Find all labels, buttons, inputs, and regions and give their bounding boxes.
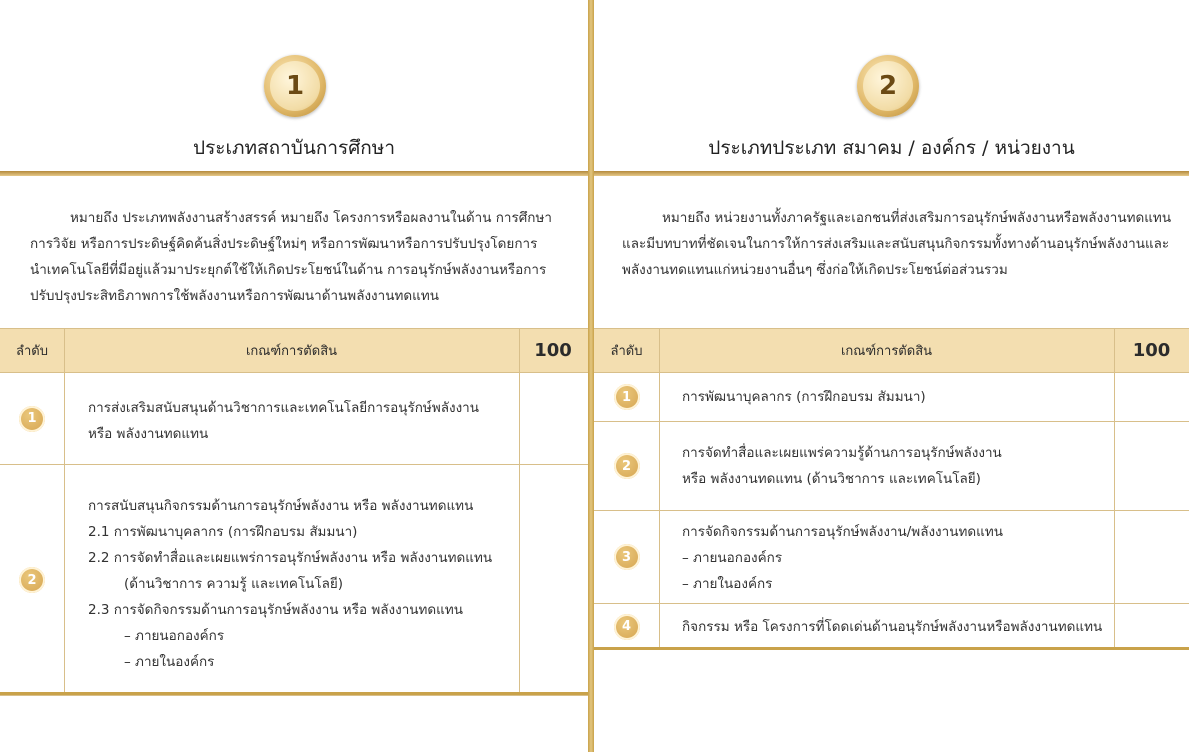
row-line: การจัดกิจกรรมด้านการอนุรักษ์พลังงาน/พลังงานทดแทน — [682, 524, 1003, 540]
number-medal — [264, 55, 326, 117]
header-order: ลำดับ — [16, 344, 48, 359]
header-criteria: เกณฑ์การตัดสิน — [245, 344, 338, 359]
row-line: กิจกรรม หรือ โครงการที่โดดเด่นด้านอนุรักษ์พลังงานหรือพลังงานทดแทน — [682, 619, 1103, 635]
medal-number: 1 — [270, 61, 320, 111]
row-line: หรือ พลังงานทดแทน — [88, 426, 209, 442]
row-text — [682, 440, 1002, 492]
row-text — [682, 384, 926, 410]
section-title: ประเภทประเภท สมาคม / องค์กร / หน่วยงาน — [708, 137, 1075, 159]
title-rule — [0, 171, 588, 176]
row-number-badge: 1 — [614, 384, 640, 410]
header-score: 100 — [534, 340, 572, 361]
header-order: ลำดับ — [610, 344, 643, 359]
row-number-badge: 2 — [19, 567, 45, 593]
table-header — [0, 328, 588, 373]
desc-line: นำเทคโนโลยีที่มีอยู่แล้วมาประยุกต์ใช้ให้เกิดประโยชน์ในด้าน การอนุรักษ์พลังงานหรือการ — [30, 262, 547, 278]
row-line: – ภายในองค์กร — [124, 654, 215, 670]
description — [30, 205, 558, 309]
panel-association-organization — [594, 0, 1189, 752]
row-text — [682, 519, 1003, 597]
row-number-badge: 4 — [614, 614, 640, 640]
table-row — [594, 604, 1189, 649]
section-title: ประเภทสถาบันการศึกษา — [193, 137, 395, 159]
row-line: – ภายในองค์กร — [682, 576, 773, 592]
table-bottom-rule — [594, 647, 1189, 650]
panel-educational-institution — [0, 0, 588, 752]
row-line: การพัฒนาบุคลากร (การฝึกอบรม สัมมนา) — [682, 389, 926, 405]
row-number-badge: 2 — [614, 453, 640, 479]
desc-line: หมายถึง ประเภทพลังงานสร้างสรรค์ หมายถึง โครงการหรือผลงานในด้าน การศึกษา — [70, 210, 552, 226]
header-score: 100 — [1132, 340, 1171, 361]
row-line: 2.3 การจัดกิจกรรมด้านการอนุรักษ์พลังงาน หรือ พลังงานทดแทน — [88, 602, 464, 618]
row-line: 2.2 การจัดทำสื่อและเผยแพร่การอนุรักษ์พลังงาน หรือ พลังงานทดแทน — [88, 550, 493, 566]
table-row — [0, 465, 588, 696]
row-line: (ด้านวิชาการ ความรู้ และเทคโนโลยี) — [124, 576, 344, 592]
criteria-table — [594, 328, 1189, 649]
row-number-badge: 1 — [19, 406, 45, 432]
title-rule — [594, 171, 1189, 176]
row-text — [88, 493, 492, 675]
description — [622, 205, 1177, 283]
table-row — [0, 373, 588, 465]
row-line: หรือ พลังงานทดแทน (ด้านวิชาการ และเทคโนโลยี) — [682, 471, 981, 487]
row-text — [682, 614, 1102, 640]
row-line: 2.1 การพัฒนาบุคลากร (การฝึกอบรม สัมมนา) — [88, 524, 358, 540]
desc-line: พลังงานทดแทนแก่หน่วยงานอื่นๆ ซึ่งก่อให้เกิดประโยชน์ต่อส่วนรวม — [622, 262, 1008, 278]
table-row — [594, 422, 1189, 511]
row-line: การส่งเสริมสนับสนุนด้านวิชาการและเทคโนโลยีการอนุรักษ์พลังงาน — [88, 400, 479, 416]
row-line: – ภายนอกองค์กร — [124, 628, 225, 644]
table-row — [594, 511, 1189, 604]
number-medal — [857, 55, 919, 117]
criteria-table — [0, 328, 588, 696]
desc-line: และมีบทบาทที่ชัดเจนในการให้การส่งเสริมและสนับสนุนกิจกรรมทั้งทางด้านอนุรักษ์พลังงานและ — [622, 236, 1170, 252]
medal-number: 2 — [863, 61, 913, 111]
desc-line: ปรับปรุงประสิทธิภาพการใช้พลังงานหรือการพัฒนาด้านพลังงานทดแทน — [30, 288, 439, 304]
row-line: – ภายนอกองค์กร — [682, 550, 783, 566]
desc-line: การวิจัย หรือการประดิษฐ์คิดค้นสิ่งประดิษฐ์ใหม่ๆ หรือการพัฒนาหรือการปรับปรุงโดยการ — [30, 236, 538, 252]
row-line: การจัดทำสื่อและเผยแพร่ความรู้ด้านการอนุรักษ์พลังงาน — [682, 445, 1002, 461]
row-text — [88, 395, 479, 447]
row-line: การสนับสนุนกิจกรรมด้านการอนุรักษ์พลังงาน หรือ พลังงานทดแทน — [88, 498, 474, 514]
table-header — [594, 328, 1189, 373]
table-row — [594, 373, 1189, 422]
desc-line: หมายถึง หน่วยงานทั้งภาครัฐและเอกชนที่ส่งเสริมการอนุรักษ์พลังงานหรือพลังงานทดแทน — [662, 210, 1172, 226]
header-criteria: เกณฑ์การตัดสิน — [840, 344, 933, 359]
row-number-badge: 3 — [614, 544, 640, 570]
table-bottom-rule — [0, 692, 588, 695]
